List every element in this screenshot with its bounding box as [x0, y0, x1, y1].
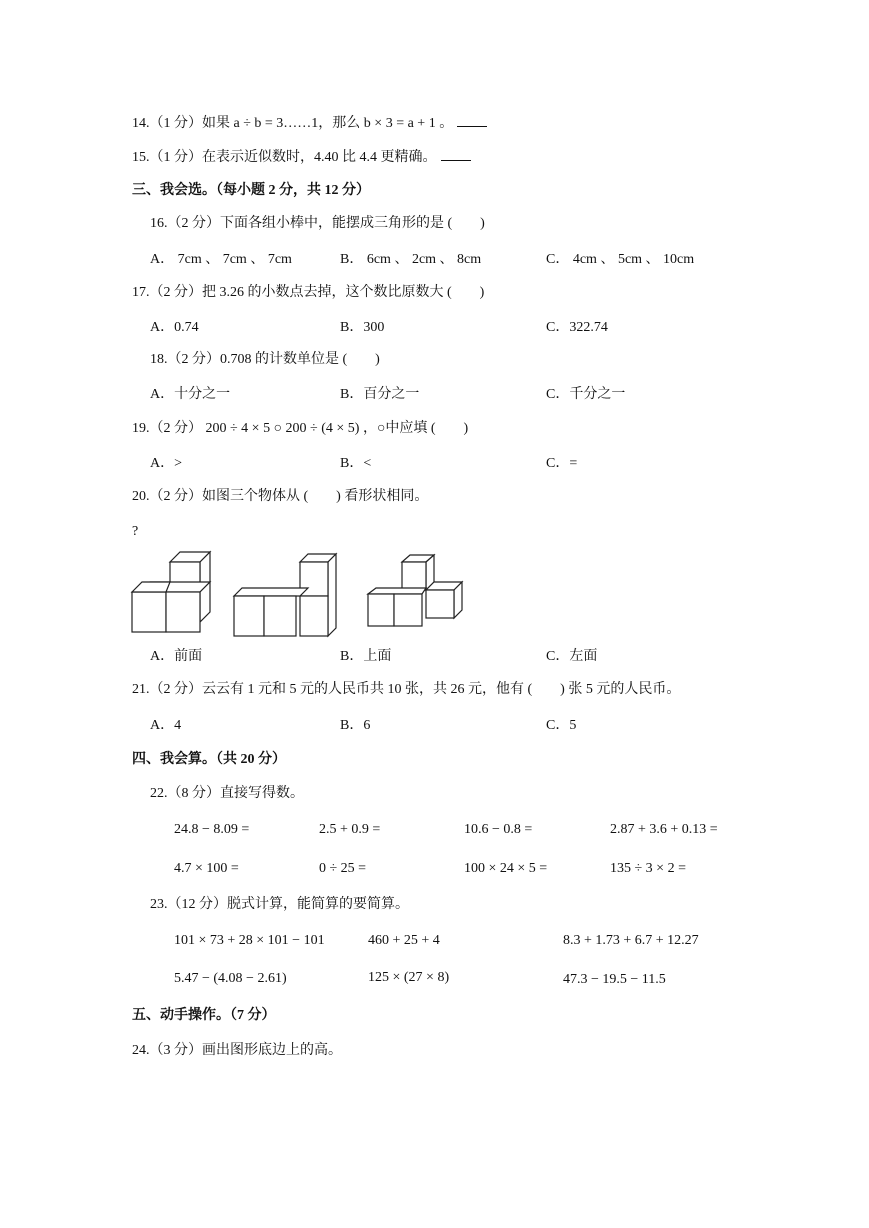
question-21: 21.（2 分）云云有 1 元和 5 元的人民币共 10 张，共 26 元，他有 ( ) 张 5 元的人民币。	[132, 682, 681, 697]
q22-item: 135 ÷ 3 × 2 =	[610, 861, 686, 876]
q23-item: 8.3 + 1.73 + 6.7 + 12.27	[563, 933, 699, 948]
question-mark: ?	[132, 524, 139, 539]
question-20: 20.（2 分）如图三个物体从 ( ) 看形状相同。	[132, 489, 429, 504]
q16-option-a[interactable]: A． 7cm 、 7cm 、 7cm	[150, 252, 292, 267]
q16-option-c[interactable]: C． 4cm 、 5cm 、 10cm	[546, 252, 695, 267]
q18-option-b[interactable]: B．百分之一	[340, 387, 420, 402]
question-23: 23.（12 分）脱式计算，能简算的要简算。	[150, 897, 409, 912]
q23-item: 125 × (27 × 8)	[368, 970, 450, 985]
question-24: 24.（3 分）画出图形底边上的高。	[132, 1043, 342, 1058]
q17-option-c[interactable]: C．322.74	[546, 320, 608, 335]
question-19: 19.（2 分） 200 ÷ 4 × 5 ○ 200 ÷ (4 × 5) ，○中应填 ( )	[132, 421, 469, 436]
q20-option-a[interactable]: A．前面	[150, 649, 203, 664]
question-14-text: 14.（1 分）如果 a ÷ b = 3……1，那么 b × 3 = a + 1 。	[132, 116, 454, 131]
q21-option-b[interactable]: B．6	[340, 718, 371, 733]
q23-item: 460 + 25 + 4	[368, 933, 440, 948]
q19-option-c[interactable]: C．=	[546, 456, 578, 471]
q16-option-b[interactable]: B． 6cm 、 2cm 、 8cm	[340, 252, 482, 267]
q19-option-a[interactable]: A．>	[150, 456, 183, 471]
question-18: 18.（2 分）0.708 的计数单位是 ( )	[150, 352, 380, 367]
question-15	[132, 148, 471, 167]
cube-figure-2	[232, 550, 342, 640]
q23-item: 101 × 73 + 28 × 101 − 101	[174, 933, 325, 948]
section-5-heading: 五、动手操作。（7 分）	[132, 1008, 276, 1023]
q22-item: 4.7 × 100 =	[174, 861, 239, 876]
q21-option-a[interactable]: A．4	[150, 718, 182, 733]
q22-item: 100 × 24 × 5 =	[464, 861, 548, 876]
question-15-text: 15.（1 分）在表示近似数时，4.40 比 4.4 更精确。	[132, 150, 437, 165]
q17-option-b[interactable]: B．300	[340, 320, 385, 335]
question-16: 16.（2 分）下面各组小棒中，能摆成三角形的是 ( )	[150, 216, 485, 231]
question-14	[132, 114, 487, 133]
q19-option-b[interactable]: B．<	[340, 456, 372, 471]
answer-blank[interactable]	[441, 148, 471, 161]
section-3-heading: 三、我会选。（每小题 2 分，共 12 分）	[132, 183, 370, 198]
q20-option-c[interactable]: C．左面	[546, 649, 598, 664]
q22-item: 10.6 − 0.8 =	[464, 822, 533, 837]
q22-item: 2.5 + 0.9 =	[319, 822, 381, 837]
cube-figure-1	[130, 548, 220, 638]
q22-item: 0 ÷ 25 =	[319, 861, 367, 876]
section-4-heading: 四、我会算。（共 20 分）	[132, 752, 286, 767]
q18-option-a[interactable]: A．十分之一	[150, 387, 231, 402]
q21-option-c[interactable]: C．5	[546, 718, 577, 733]
q23-item: 5.47 − (4.08 − 2.61)	[174, 971, 287, 986]
cube-figure-3	[366, 552, 466, 632]
q17-option-a[interactable]: A．0.74	[150, 320, 199, 335]
answer-blank[interactable]	[457, 114, 487, 127]
q22-item: 2.87 + 3.6 + 0.13 =	[610, 822, 718, 837]
q20-option-b[interactable]: B．上面	[340, 649, 392, 664]
q23-item: 47.3 − 19.5 − 11.5	[563, 972, 666, 987]
q18-option-c[interactable]: C．千分之一	[546, 387, 626, 402]
question-22: 22.（8 分）直接写得数。	[150, 786, 304, 801]
q22-item: 24.8 − 8.09 =	[174, 822, 250, 837]
question-17: 17.（2 分）把 3.26 的小数点去掉，这个数比原数大 ( )	[132, 285, 485, 300]
